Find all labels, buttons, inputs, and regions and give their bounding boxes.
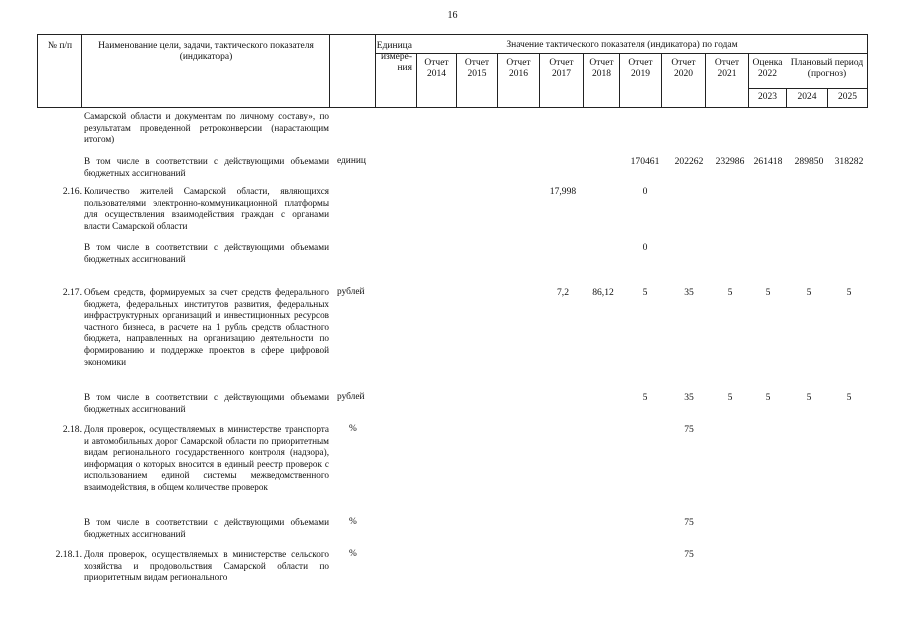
header-year: Отчет 2016 — [506, 58, 531, 79]
row-value: 5 — [846, 287, 852, 298]
row-name: Доля проверок, осуществляемых в министерстве сельского хозяйства и продовольствия Самарской области по приоритетным видам регионального — [84, 549, 329, 583]
header-year: Отчет 2015 — [464, 58, 490, 79]
row-name: Доля проверок, осуществляемых в министерстве транспорта и автомобильных дорог Самарской области по приоритетным видам регионального государственного контроля (надзора), информация о которых вносится в единый реестр проверок с использованием единой системы межведомственного взаимодействия, в общем количестве проверок — [84, 424, 329, 492]
row-value: 5 — [765, 392, 771, 403]
row-value: 5 — [806, 392, 812, 403]
header-plan-year: 2025 — [838, 92, 857, 102]
row-name: Количество жителей Самарской области, являющихся пользователями электронно-коммуникационной платформы для осуществления взаимодействия граждан с органами власти Самарской области — [84, 186, 329, 231]
header-year: Отчет 2020 — [671, 58, 696, 79]
row-value: 75 — [684, 549, 694, 560]
row-value: 5 — [727, 287, 733, 298]
header-year: Оценка 2022 — [752, 58, 783, 79]
row-value: 5 — [642, 287, 648, 298]
row-value: 261418 — [753, 156, 783, 167]
row-value: 5 — [642, 392, 648, 403]
row-unit: рублей — [337, 392, 365, 402]
header-col-name: Наименование цели, задачи, тактического показателя (индикатора) — [98, 41, 314, 62]
row-name: В том числе в соответствии с действующими объемами бюджетных ассигнований — [84, 156, 329, 178]
row-unit: единиц — [337, 156, 366, 166]
header-plan-year: 2023 — [758, 92, 777, 102]
header-year: Отчет 2014 — [424, 58, 449, 79]
row-name: Самарской области и документам по личному составу», по результатам проведенной ретроконверсии (нарастающим итогом) — [84, 111, 329, 145]
row-value: 289850 — [794, 156, 824, 167]
row-value: 86,12 — [592, 287, 614, 298]
row-value: 232986 — [715, 156, 745, 167]
row-value: 7,2 — [557, 287, 569, 298]
row-value: 5 — [846, 392, 852, 403]
row-value: 75 — [684, 424, 694, 435]
header-col-values: Значение тактического показателя (индикатора) по годам — [506, 40, 738, 50]
row-name: В том числе в соответствии с действующими объемами бюджетных ассигнований — [84, 242, 329, 264]
header-year: Отчет 2021 — [714, 58, 740, 79]
header-year: Отчет 2017 — [549, 58, 574, 79]
row-code: 2.17. — [62, 287, 82, 298]
row-value: 75 — [684, 517, 694, 528]
row-name: Объем средств, формируемых за счет средств федерального бюджета, федеральных институтов развития, федеральных инфраструктурных организаций и инвестиционных ресурсов частного бизнеса, в расчете на 1 рубль средств областного бюджета, направленных на организацию деятельности по формированию и поддержке проектов в сфере цифровой экономики — [84, 287, 329, 367]
row-value: 5 — [727, 392, 733, 403]
row-value: 5 — [765, 287, 771, 298]
row-unit: % — [349, 549, 357, 559]
row-value: 170461 — [630, 156, 660, 167]
row-value: 5 — [806, 287, 812, 298]
row-name: В том числе в соответствии с действующими объемами бюджетных ассигнований — [84, 392, 329, 414]
header-plan-year: 2024 — [797, 92, 817, 102]
page-number: 16 — [447, 10, 458, 21]
row-value: 318282 — [834, 156, 864, 167]
row-value: 0 — [642, 242, 648, 253]
row-name: В том числе в соответствии с действующими объемами бюджетных ассигнований — [84, 517, 329, 539]
row-value: 202262 — [674, 156, 704, 167]
row-unit: % — [349, 424, 357, 434]
header-col-unit: Единица измере-ния — [376, 41, 412, 73]
header-year: Отчет 2018 — [589, 58, 614, 79]
row-value: 35 — [684, 392, 694, 403]
header-plan-period: Плановый период (прогноз) — [790, 58, 864, 79]
row-value: 35 — [684, 287, 694, 298]
header-col-num: № п/п — [47, 41, 73, 51]
row-code: 2.18.1. — [55, 549, 82, 560]
row-value: 0 — [642, 186, 648, 197]
row-unit: рублей — [337, 287, 365, 297]
row-unit: % — [349, 517, 357, 527]
row-value: 17,998 — [549, 186, 577, 197]
table-header — [37, 34, 868, 108]
row-code: 2.16. — [62, 186, 82, 197]
header-year: Отчет 2019 — [628, 58, 653, 79]
row-code: 2.18. — [62, 424, 82, 435]
